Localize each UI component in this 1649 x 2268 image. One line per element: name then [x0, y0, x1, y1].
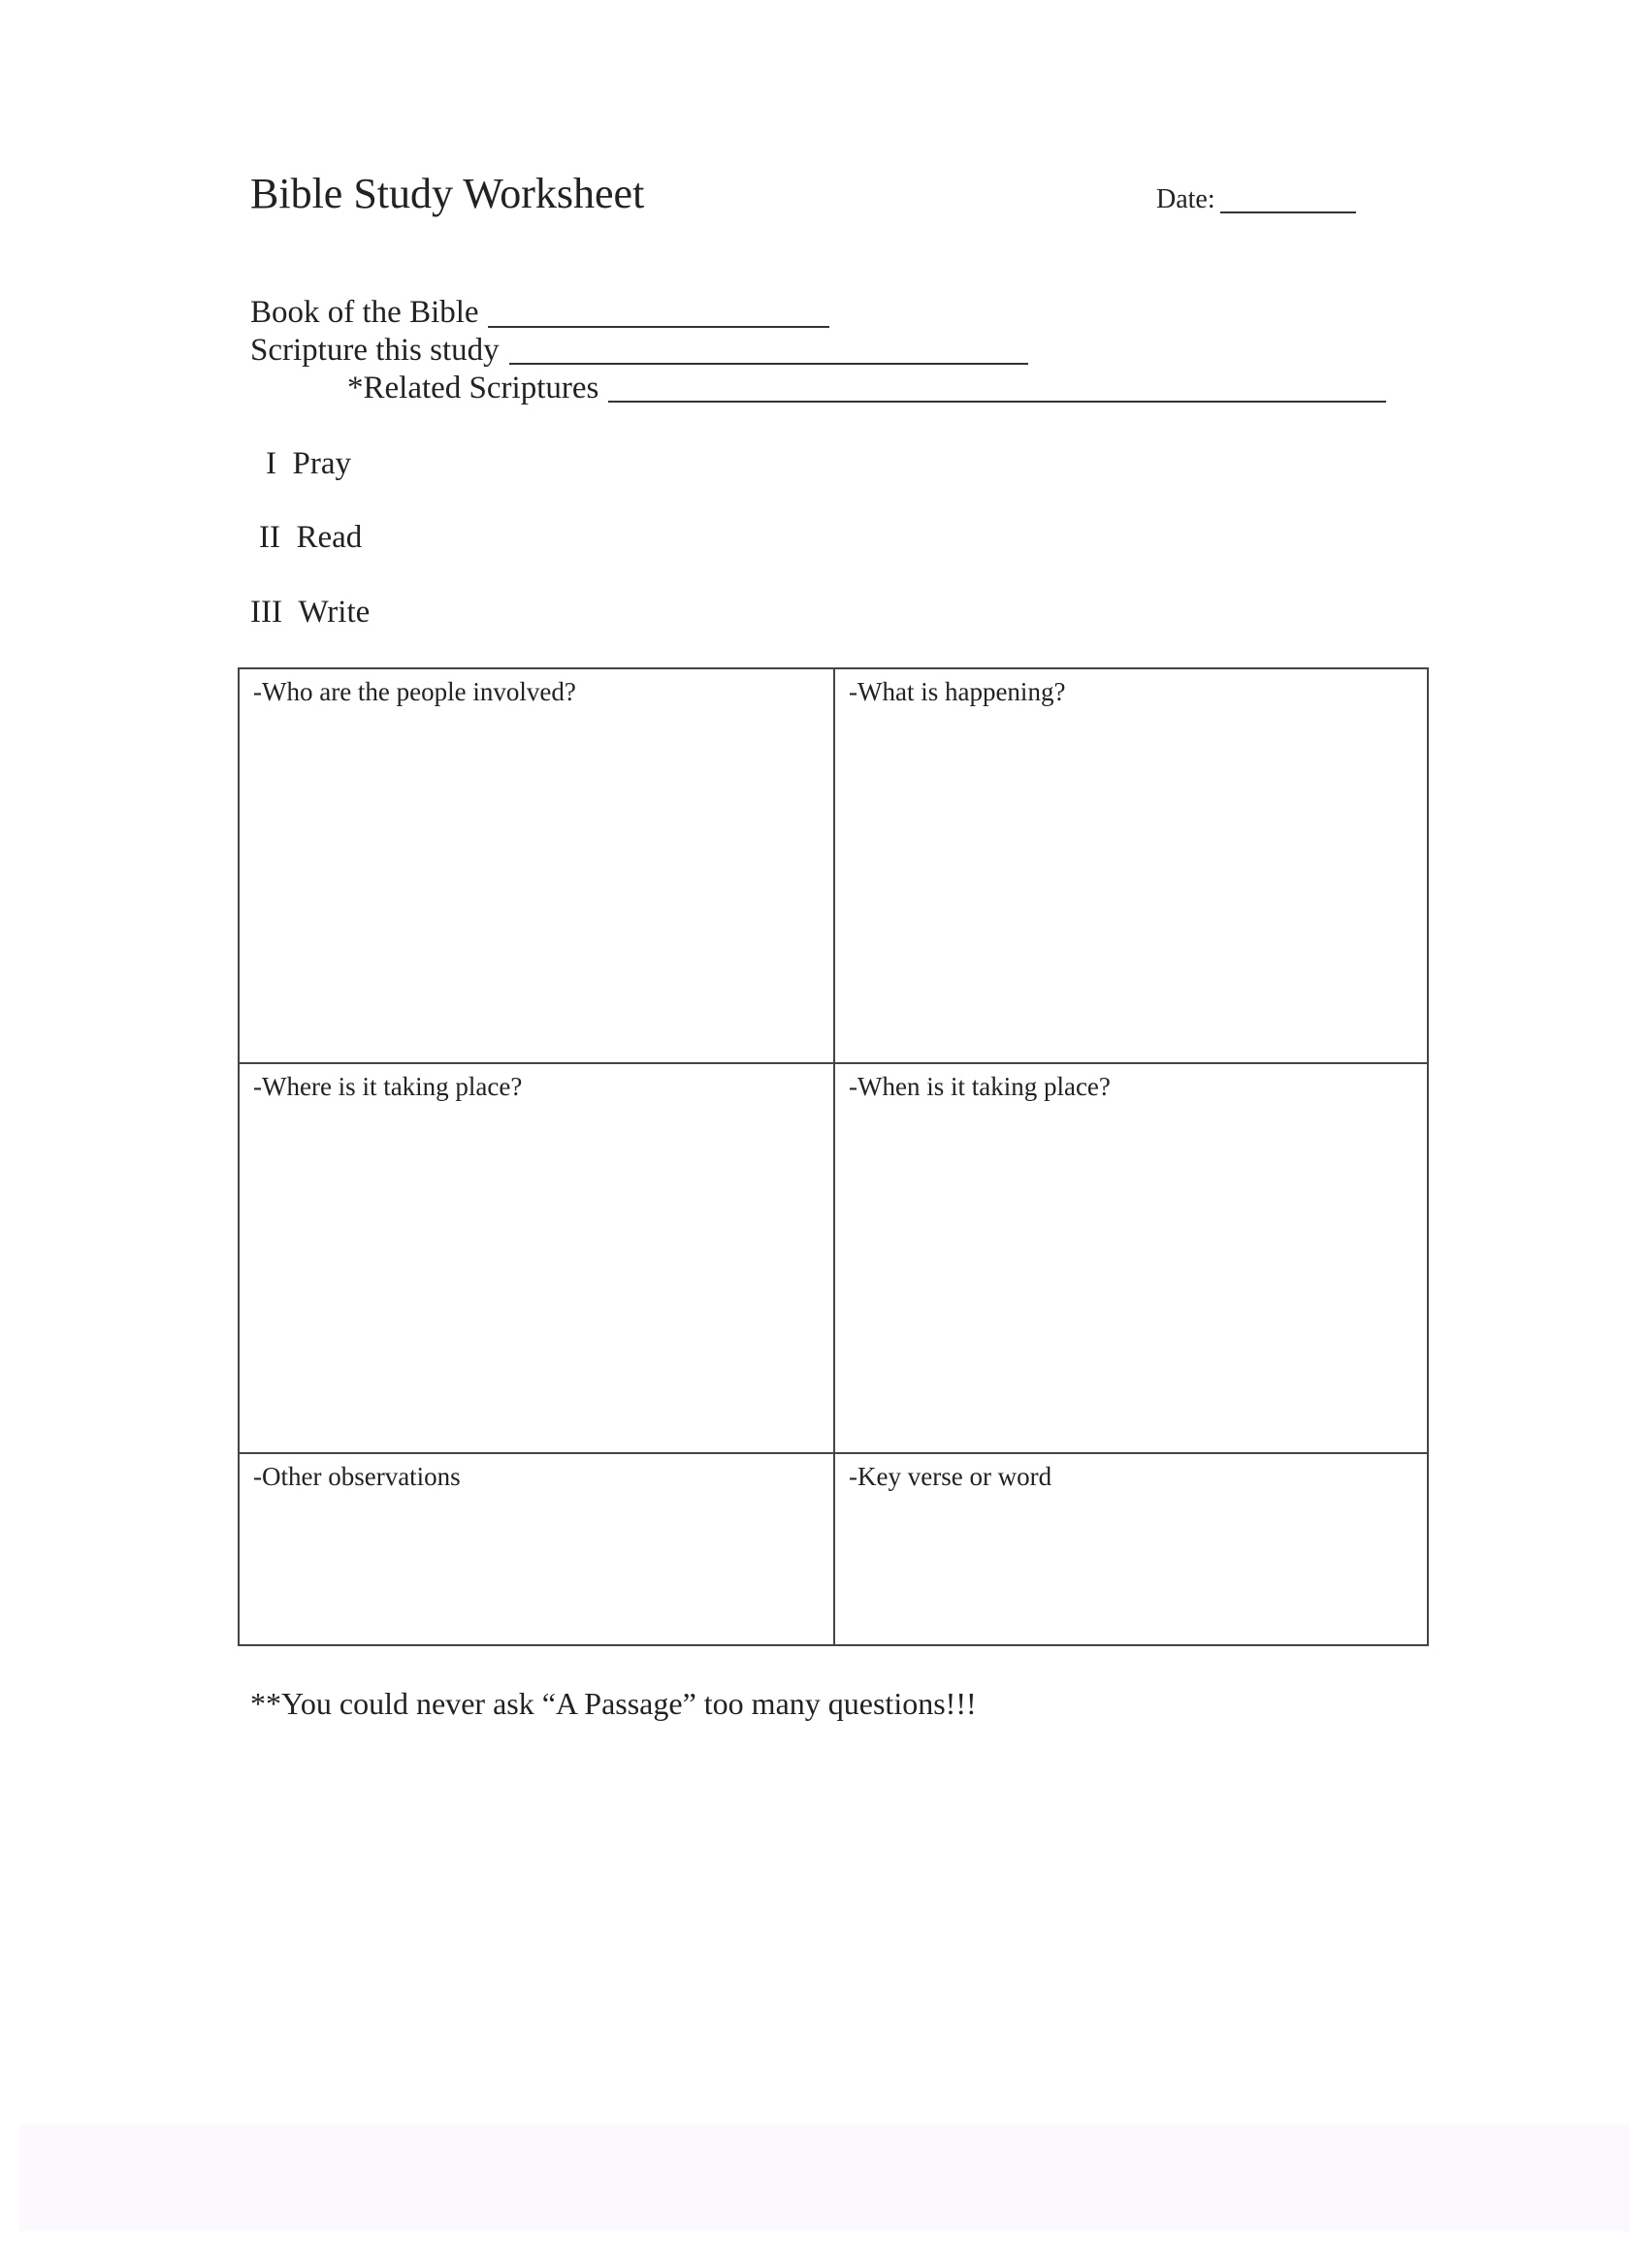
footer-note: **You could never ask “A Passage” too many questions!!! — [250, 1686, 977, 1721]
step-write: III Write — [250, 595, 371, 630]
cell-when[interactable]: -When is it taking place? — [849, 1072, 1111, 1101]
cell-happening[interactable]: -What is happening? — [849, 677, 1066, 706]
step-read: II Read — [259, 520, 363, 555]
step-pray: I Pray — [266, 446, 351, 481]
related-blank[interactable] — [608, 401, 1386, 403]
cell-where[interactable]: -Where is it taking place? — [253, 1072, 523, 1101]
book-blank[interactable] — [488, 326, 829, 328]
cell-key-verse[interactable]: -Key verse or word — [849, 1462, 1052, 1491]
date-blank[interactable] — [1220, 211, 1356, 213]
question-grid — [238, 667, 1429, 1646]
related-label: *Related Scriptures — [347, 371, 599, 405]
page-title: Bible Study Worksheet — [250, 170, 645, 217]
scan-shading — [19, 2124, 1630, 2231]
cell-observations[interactable]: -Other observations — [253, 1462, 461, 1491]
scripture-label: Scripture this study — [250, 333, 500, 368]
cell-people[interactable]: -Who are the people involved? — [253, 677, 576, 706]
book-label: Book of the Bible — [250, 295, 479, 330]
date-label: Date: — [1156, 184, 1215, 214]
scripture-blank[interactable] — [509, 363, 1028, 365]
